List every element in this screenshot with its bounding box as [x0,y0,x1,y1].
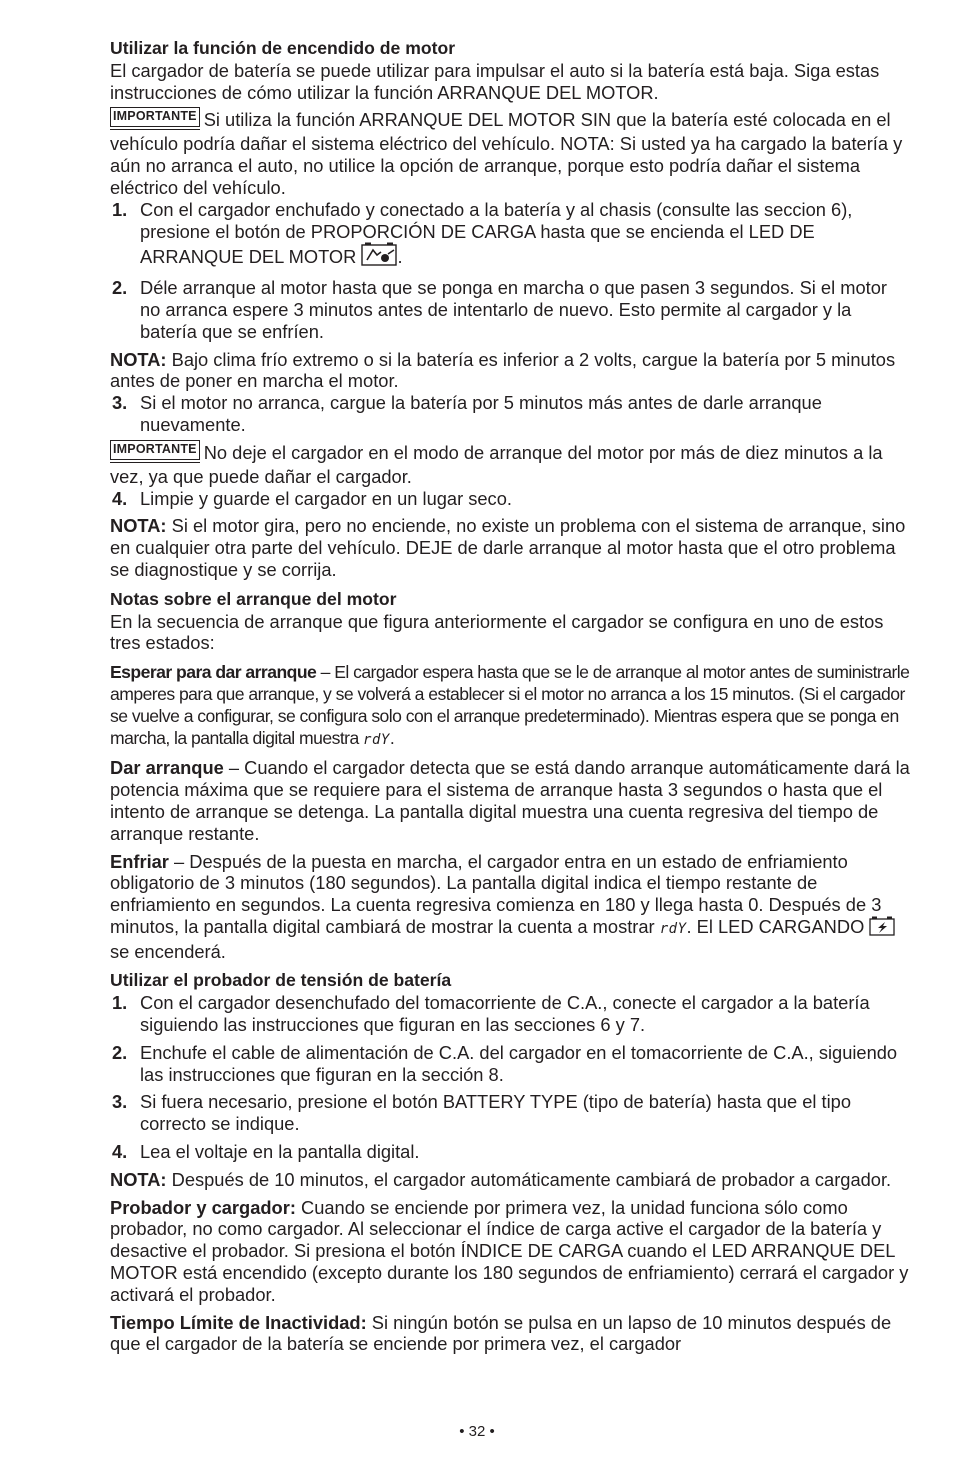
step-text: Con el cargador desenchufado del tomacorriente de C.A., conecte el cargador a la batería siguiendo las instrucciones que figuran en las secciones 6 y 7. [140,992,870,1036]
important-text-2: No deje el cargador en el modo de arranque del motor por más de diez minutos a la vez, ya que puede dañar el cargador. [110,441,883,487]
step-end: . [397,246,403,268]
step-text: Si fuera necesario, presione el botón BATTERY TYPE (tipo de batería) hasta que el tipo correcto se indique. [140,1091,852,1135]
step-text: Enchufe el cable de alimentación de C.A. del cargador en el tomacorriente de C.A., siguiendo las instrucciones que figuran en la sección 8. [140,1041,898,1085]
tester-charger-text: Cuando se enciende por primera vez, la unidad funciona sólo como probador, no como cargador. Al seleccionar el índice de carga active el cargador de la batería y desactive el probador. Si presiona el botón ÍNDICE DE CARGA cuando el LED ARRANQUE DEL MOTOR está encendido (excepto durante los 180 segundos de enfriamiento) cerrará el cargador y activará el probador. [110,1196,909,1305]
state-end: . [389,727,395,748]
list-item [110,1141,910,1163]
step-text: Si el motor no arranca, cargue la batería por 5 minutos más antes de darle arranque nuevamente. [140,392,822,435]
step-text: Lea el voltaje en la pantalla digital. [140,1141,420,1163]
section-intro: El cargador de batería se puede utilizar para impulsar el auto si la batería está baja. Siga estas instrucciones de cómo utilizar la función ARRANQUE DEL MOTOR. [110,59,880,103]
nota-label: NOTA: [110,348,167,370]
state-text: – Cuando el cargador detecta que se está dando arranque automáticamente dará la potencia máxima que se requiere para el sistema de arranque hasta 3 segundos o hasta que el intento de arranque se detenga. La pantalla digital muestra una cuenta regresiva del tiempo de arranque restante. [110,757,910,844]
step-number: 1. [112,198,128,220]
list-item [110,277,910,342]
important-text-1: Si utiliza la función ARRANQUE DEL MOTOR SIN que la batería esté colocada en el vehículo podría dañar el sistema eléctrico del vehículo. NOTA: Si usted ya ha cargado la batería y aún no arranca el auto, no utilice la opción de arranque, porque esto podría dañar el sistema eléctrico del vehículo. [110,109,903,198]
section-title-engine-notes: Notas sobre el arranque del motor [110,588,397,609]
state-text: – El cargador espera hasta que se le de arranque al motor antes de suministrarle amperes para que arranque, y se volverá a establecer si el motor no arranca a los 15 minutos. (Si el cargador se vuelve a configurar, se configura solo con el arranque predeterminado). Mientras espera que se ponga en marcha, la pantalla digital muestra [110,662,910,748]
step-number: 3. [112,392,128,414]
list-item [110,992,910,1036]
section-intro: En la secuencia de arranque que figura anteriormente el cargador se configura en uno de estos tres estados: [110,610,884,654]
display-rdy: rdY [363,731,390,748]
engine-start-steps [110,199,910,343]
step-number: 1. [112,992,128,1014]
state-wait [110,662,910,751]
list-item [110,392,910,436]
step-text: Limpie y guarde el cargador en un lugar seco. [140,487,512,509]
step-number: 4. [112,1141,128,1163]
step-number: 3. [112,1091,128,1113]
state-end: se encenderá. [110,940,226,962]
step-number: 2. [112,1041,128,1063]
timeout-text: Si ningún botón se pulsa en un lapso de 10 minutos después de que el cargador de la batería se enciende por primera vez, el cargador [110,1311,892,1355]
state-text: . El LED CARGANDO [686,915,870,937]
list-item [110,1091,910,1135]
important-badge: IMPORTANTE [110,107,200,127]
state-text: – Después de la puesta en marcha, el cargador entra en un estado de enfriamiento obligatorio de 3 minutos (180 segundos). La pantalla digital indica el tiempo restante de enfriamiento en segundos. La cuenta regresiva comienza en 180 y llega hasta 0. Después de 3 minutos, la pantalla digital cambiará de mostrar la cuenta a mostrar [110,850,882,937]
tester-steps [110,992,910,1163]
section-title-tester: Utilizar el probador de tensión de batería [110,970,452,991]
list-item [110,488,910,510]
battery-charging-icon [869,916,895,941]
nota-label: NOTA: [110,515,167,537]
step-text: Con el cargador enchufado y conectado a la batería y al chasis (consulte las seccion 6), presione el botón de PROPORCIÓN DE CARGA hasta que se encienda el LED DE ARRANQUE DEL MOTOR [140,198,853,268]
state-crank [110,757,910,844]
state-label: Dar arranque [110,757,224,779]
state-cool [110,851,910,963]
list-item [110,1042,910,1086]
nota-text: Después de 10 minutos, el cargador automáticamente cambiará de probador a cargador. [171,1168,892,1190]
engine-start-steps-2 [110,392,910,436]
section-title-engine-start: Utilizar la función de encendido de motor [110,38,456,58]
step-number: 2. [112,277,128,299]
tester-charger-label: Probador y cargador: [110,1196,296,1218]
display-rdy: rdY [659,920,687,937]
timeout-label: Tiempo Límite de Inactividad: [110,1311,367,1333]
engine-start-steps-3 [110,488,910,510]
state-label: Enfriar [110,850,169,872]
important-badge: IMPORTANTE [110,440,200,460]
nota-text: Bajo clima frío extremo o si la batería es inferior a 2 volts, cargue la batería por 5 minutos antes de poner en marcha el motor. [110,348,896,392]
state-label: Esperar para dar arranque [110,662,317,683]
step-number: 4. [112,487,128,509]
list-item [110,199,910,271]
engine-start-icon [361,242,397,271]
nota-text: Si el motor gira, pero no enciende, no existe un problema con el sistema de arranque, sino en cualquier otra parte del vehículo. DEJE de darle arranque al motor hasta que el otro problema se diagnostique y se corrija. [110,515,906,580]
nota-label: NOTA: [110,1168,167,1190]
page-content [110,38,910,1355]
step-text: Déle arranque al motor hasta que se ponga en marcha o que pasen 3 segundos. Si el motor no arranca espere 3 minutos antes de intentarlo de nuevo. Esto permite al cargador y la batería que se enfríen. [140,277,887,342]
page-number: • 32 • [459,1423,495,1440]
